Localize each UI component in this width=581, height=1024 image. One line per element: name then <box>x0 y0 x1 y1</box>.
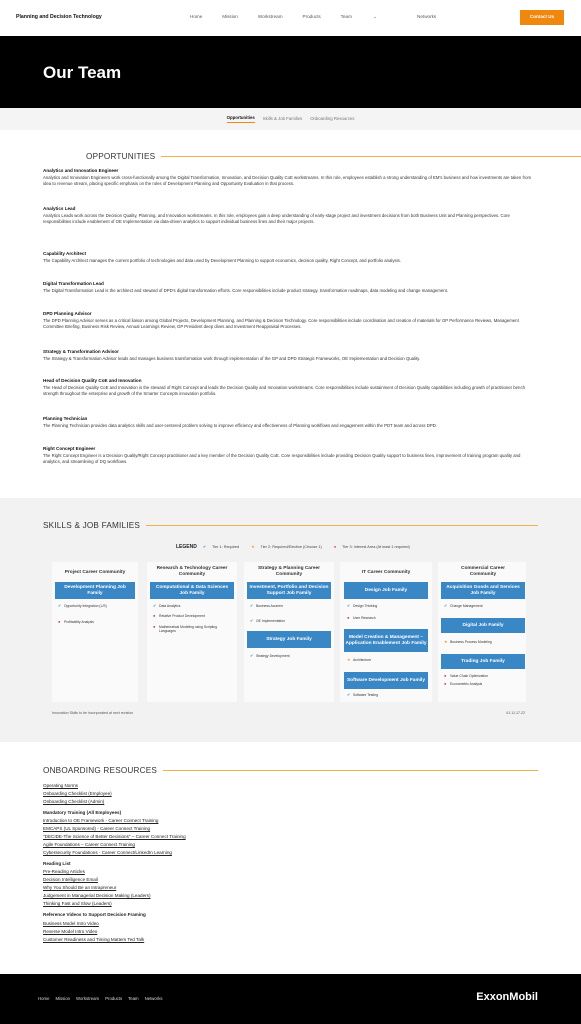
tab-onboarding[interactable]: Onboarding Resources <box>310 116 355 122</box>
check-icon: ✔ <box>347 603 351 608</box>
role-title: Digital Transformation Lead <box>43 281 104 286</box>
skill-item: ✔ Opportunity Integration (L/S) <box>58 603 107 608</box>
dot-icon: ● <box>444 673 447 678</box>
job-family-computational-data[interactable]: Computational & Data Sciences Job Family <box>150 582 234 599</box>
skill-item: ✔ Design Thinking <box>347 603 378 608</box>
role-title: Right Concept Engineer <box>43 446 96 451</box>
subheading: Mandatory Training (All Employees) <box>43 810 122 816</box>
check-icon: ✔ <box>444 603 448 608</box>
site-header <box>0 0 581 36</box>
role-description: The Strategy & Transformation Advisor leads and manages business transformation work through implementation of the GP and DPD Strategic Frameworks, OE Implementation and Decision Quality. <box>43 356 421 362</box>
check-icon: ✔ <box>153 603 157 608</box>
onboarding-title: ONBOARDING RESOURCES <box>43 766 158 775</box>
main-nav <box>190 14 456 20</box>
check-icon: ✔ <box>58 603 62 608</box>
role-description: Analytics Leads work across the Decision Quality, Planning, and Innovation workstreams. In this role, employees gain a deep understanding of early-stage project and investment decisions from both Business Unit and Planning perspectives. Core responsibilities include enablement of OE Implementation via data-driven analytics to support individual business lines and their major projects. <box>43 213 510 224</box>
community-title: Commercial Career Community <box>461 566 505 577</box>
skill-item: ✔ Business Acumen <box>250 603 283 608</box>
skills-title: SKILLS & JOB FAMILIES <box>43 521 141 530</box>
check-icon: ✔ <box>347 692 351 697</box>
community-title: Research & Technology Career Community <box>156 566 228 577</box>
role-item <box>43 251 538 264</box>
divider <box>163 770 538 771</box>
role-title: Head of Decision Quality CoE and Innovation <box>43 378 142 383</box>
link[interactable]: Why You Should Be an Intrapreneur <box>43 885 117 891</box>
onboarding-list <box>43 782 186 944</box>
skill-item: ★ Architecture <box>347 657 372 662</box>
community-title: Project Career Community <box>64 570 126 575</box>
link[interactable]: Cybersecurity Foundations - Career Connect/LinkedIn Learning <box>43 850 172 856</box>
nav-products[interactable]: Products <box>302 14 321 19</box>
footer-nav <box>38 996 163 1002</box>
skill-item: ✔ Software Testing <box>347 692 379 697</box>
role-description: The Right Concept Engineer is a Decision Quality/Right Concept practitioner and a key member of the Decision Quality CoE. Core responsibilities include providing Decision Quality support to business lines, improvement of training program quality and analytics, and streamlining of DQ workflows. <box>43 453 521 464</box>
job-family-design[interactable]: Design Job Family <box>344 582 428 599</box>
subheading: Reference Videos to Support Decision Framing <box>43 912 146 918</box>
nav-mission[interactable]: Mission <box>222 14 238 19</box>
role-description: The Capability Architect manages the current portfolio of technologies and data used by Development Planning to support economics, decision quality, Right Concept, and portfolio analysis. <box>43 258 401 264</box>
job-family-investment-portfolio[interactable]: Investment, Portfolio and Decision Support Job Family <box>247 582 331 599</box>
page-title: Our Team <box>43 63 122 82</box>
link[interactable]: Decision Intelligence Email <box>43 877 98 883</box>
skill-item: ● Econometric Analysis <box>444 681 483 686</box>
site-footer <box>0 974 581 1024</box>
role-description: Analytics and Innovation Engineers work cross-functionally among the Digital Transformation, Innovation, and Decision Quality CoE workstreams. In this role, employees establish a strong understanding of EM's business and how investments are taken from idea to revenue stream, placing specific emphasis on the roles of Development Planning and Opportunity Evaluation in that process. <box>43 175 532 186</box>
skill-item: ● Profitability Analysis <box>58 619 94 624</box>
dot-icon: ● <box>58 619 61 624</box>
link[interactable]: EMCAPS (UL Sponsored) - Career Connect Training <box>43 826 151 832</box>
footer-nav-workstream[interactable]: Workstream <box>76 996 100 1001</box>
legend-label: LEGEND <box>176 544 197 550</box>
link[interactable]: "DECIDE-The Science of Better Decisions" – Career Connect Training <box>43 834 186 840</box>
link[interactable]: Pre-Reading Articles <box>43 869 85 875</box>
role-item <box>43 446 538 465</box>
skills-footnote: Innovation Skills to be incorporated at next revision <box>52 711 134 715</box>
opportunities-title: OPPORTUNITIES <box>86 152 156 161</box>
tab-skills[interactable]: Skills & Job Families <box>262 116 303 122</box>
legend <box>176 544 410 551</box>
skills-date: 01.11.17.22 <box>506 711 525 715</box>
brand-name[interactable]: Planning and Decision Technology <box>16 14 102 21</box>
skill-item: ● Mathematical Modeling using Scripting Languages <box>153 624 218 634</box>
role-item <box>43 206 538 225</box>
link[interactable]: Judgement in Managerial Decision Making (Leaders) <box>43 893 151 899</box>
role-item <box>43 281 538 294</box>
job-family-software-development[interactable]: Software Development Job Family <box>344 672 428 689</box>
job-family-trading[interactable]: Trading Job Family <box>441 654 525 669</box>
skill-item: ✔ OE Implementation <box>250 618 286 623</box>
community-title: Strategy & Planning Career Community <box>257 566 321 577</box>
skill-item: ● Value Chain Optimization <box>444 673 489 678</box>
link[interactable]: Onboarding Checklist (Admin) <box>43 799 105 805</box>
skill-item: ✔ Data Analytics <box>153 603 181 608</box>
legend-tier3: Tier 3: Interest Area (At least 1 required) <box>342 544 410 549</box>
dot-icon: ● <box>333 544 337 549</box>
job-family-development-planning[interactable]: Development Planning Job Family <box>55 582 135 599</box>
section-tabs <box>0 108 581 130</box>
footer-nav-mission[interactable]: Mission <box>55 996 71 1001</box>
job-family-acquisition[interactable]: Acquisition Goods and Services Job Family <box>441 582 525 599</box>
link[interactable]: Thinking Fast and Slow (Leaders) <box>43 901 112 907</box>
dot-icon: ● <box>444 681 447 686</box>
link[interactable]: Customer Readiness and Timing Matters Ted Talk <box>43 936 145 942</box>
footer-nav-products[interactable]: Products <box>105 996 123 1001</box>
contact-us-button[interactable]: Contact Us <box>520 10 564 25</box>
job-family-model-creation[interactable]: Model Creation & Management – Application Enablement Job Family <box>344 629 428 652</box>
opportunities-header <box>0 151 581 162</box>
skill-item: ● Relative Product Development <box>153 613 205 618</box>
role-description: The Digital Transformation Lead is the architect and steward of DPD's digital transformation efforts. Core responsibilities include product strategy, transformation roadmaps, data modeling and change management. <box>43 288 449 294</box>
dot-icon: ● <box>153 624 156 629</box>
job-family-digital[interactable]: Digital Job Family <box>441 618 525 633</box>
role-title: Capability Architect <box>43 251 86 256</box>
role-item <box>43 311 538 330</box>
hero-banner <box>0 36 581 108</box>
legend-tier2: Tier 2: Required/Elective (Choose 1) <box>260 544 322 549</box>
check-icon: ✔ <box>250 653 254 658</box>
footer-nav-home[interactable]: Home <box>38 996 50 1001</box>
nav-workstream[interactable]: Workstream <box>257 14 283 19</box>
link[interactable]: Introduction to OE Framework - Career Connect Training <box>43 818 159 824</box>
role-title: Strategy & Transformation Advisor <box>43 349 119 354</box>
role-description: The DPD Planning Advisor serves as a critical liaison among Global Projects, Development Planning, and Planning & Decision Technology. Core responsibilities include coordination and creation of materials for GP Performance Reviews, Management Committee Briefing, Business Risk Review, Annual Learnings Review, GP President deep dives and Investment Reappraisal Processes. <box>43 318 519 329</box>
role-title: Planning Technician <box>43 416 88 421</box>
skill-item: ● User Research <box>347 615 376 620</box>
skill-item: ✔ Strategy Development <box>250 653 290 658</box>
star-icon: ★ <box>347 657 351 662</box>
community-title: IT Career Community <box>361 570 411 575</box>
divider <box>146 525 538 526</box>
role-title: Analytics Lead <box>43 206 76 211</box>
nav-team[interactable]: Team ⌄ <box>340 14 378 19</box>
check-icon: ✔ <box>250 603 254 608</box>
footer-nav-team[interactable]: Team <box>128 996 139 1001</box>
link[interactable]: Onboarding Checklist (Employee) <box>43 791 112 797</box>
skills-header <box>43 520 538 531</box>
chevron-down-icon: ⌄ <box>373 14 378 19</box>
skill-item: ★ Business Process Modeling <box>444 639 492 644</box>
nav-home[interactable]: Home <box>190 14 203 19</box>
role-description: The Planning Technician provides data analytics skills and user-centered problem solving to improve efficiency and effectiveness of Planning workflows and engagement within the PDT team and across DPD. <box>43 423 438 429</box>
footer-nav-networks[interactable]: Networks <box>144 996 163 1001</box>
nav-networks[interactable]: Networks <box>417 14 437 19</box>
star-icon: ★ <box>444 639 448 644</box>
link[interactable]: Agile Foundations – Career Connect Training <box>43 842 135 848</box>
role-title: DPD Planning Advisor <box>43 311 92 316</box>
divider <box>161 156 581 157</box>
link[interactable]: Reverse Model Intro Video <box>43 928 98 934</box>
skill-item: ✔ Change Management <box>444 603 483 608</box>
legend-tier1: Tier 1: Required <box>212 544 240 549</box>
dot-icon: ● <box>347 615 350 620</box>
role-item <box>43 168 538 187</box>
role-item <box>43 349 538 362</box>
role-item <box>43 378 538 397</box>
role-description: The Head of Decision Quality CoE and Innovation is the steward of Right Concept and leads the Decision Quality and Innovation workstreams. Core responsibilities include sustainment of Decision Quality capabilities including growth of practitioner bench strength throughout the enterprise and growth of the Smarter Concepts innovation portfolio. <box>43 385 525 396</box>
link[interactable]: Business Model Intro Video <box>43 920 99 926</box>
onboarding-header <box>43 765 538 776</box>
dot-icon: ● <box>153 613 156 618</box>
check-icon: ✔ <box>202 544 207 549</box>
role-title: Analytics and Innovation Engineer <box>43 168 119 173</box>
role-item <box>43 416 538 429</box>
tab-opportunities[interactable]: Opportunities <box>227 115 255 123</box>
check-icon: ✔ <box>250 618 254 623</box>
star-icon: ★ <box>251 544 255 549</box>
subheading: Reading List <box>43 861 71 867</box>
link[interactable]: Operating Norms <box>43 783 78 788</box>
job-family-strategy[interactable]: Strategy Job Family <box>247 631 331 648</box>
exxonmobil-logo[interactable]: ExxonMobil <box>476 991 538 1003</box>
